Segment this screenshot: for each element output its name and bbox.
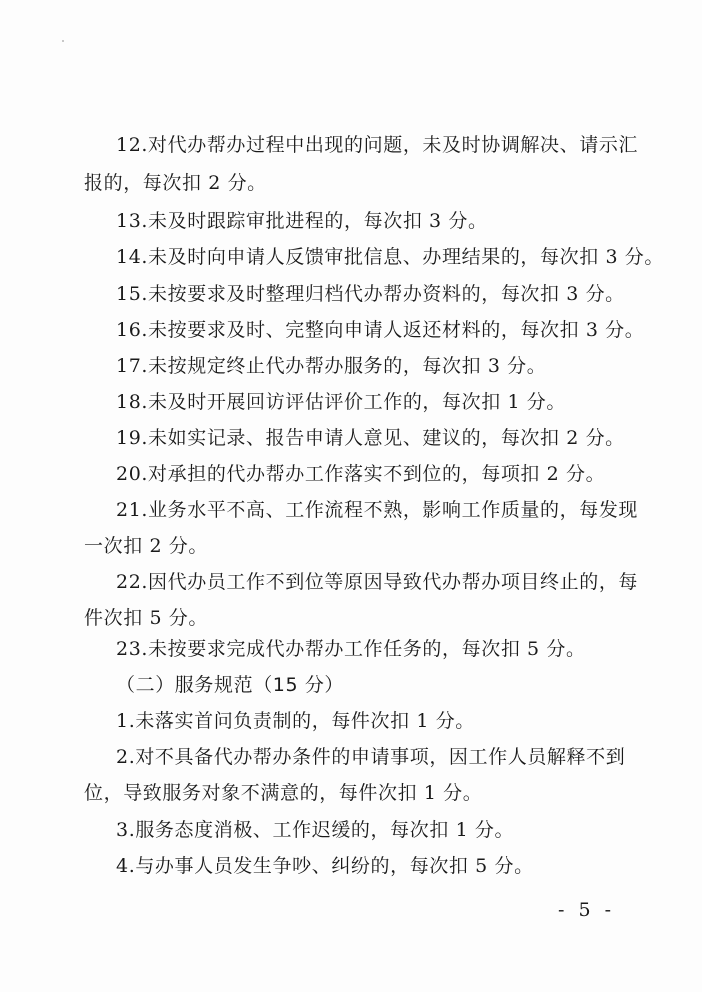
scan-speck	[62, 40, 64, 42]
page-number: - 5 -	[558, 899, 616, 921]
item-12-line-2: 报的，每次扣 2 分。	[84, 172, 267, 194]
section-item-1: 1.未落实首问负责制的，每件次扣 1 分。	[116, 710, 475, 732]
section-item-2-line-2: 位，导致服务对象不满意的，每件次扣 1 分。	[84, 782, 483, 804]
section-item-2-line-1: 2.对不具备代办帮办条件的申请事项，因工作人员解释不到	[116, 746, 626, 768]
item-21-line-2: 一次扣 2 分。	[84, 535, 208, 557]
item-16: 16.未按要求及时、完整向申请人返还材料的，每次扣 3 分。	[116, 319, 645, 341]
item-22-line-2: 件次扣 5 分。	[84, 607, 208, 629]
item-20: 20.对承担的代办帮办工作落实不到位的，每项扣 2 分。	[116, 463, 606, 485]
item-14: 14.未及时向申请人反馈审批信息、办理结果的，每次扣 3 分。	[116, 246, 664, 268]
item-15: 15.未按要求及时整理归档代办帮办资料的，每次扣 3 分。	[116, 283, 625, 305]
item-13: 13.未及时跟踪审批进程的，每次扣 3 分。	[116, 210, 488, 232]
item-22-line-1: 22.因代办员工作不到位等原因导致代办帮办项目终止的，每	[116, 571, 639, 593]
item-18: 18.未及时开展回访评估评价工作的，每次扣 1 分。	[116, 391, 566, 413]
item-12-line-1: 12.对代办帮办过程中出现的问题，未及时协调解决、请示汇	[116, 134, 639, 156]
section-heading: （二）服务规范（15 分）	[116, 674, 345, 696]
item-19: 19.未如实记录、报告申请人意见、建议的，每次扣 2 分。	[116, 427, 625, 449]
section-item-4: 4.与办事人员发生争吵、纠纷的，每次扣 5 分。	[116, 855, 534, 877]
item-23: 23.未按要求完成代办帮办工作任务的，每次扣 5 分。	[116, 638, 586, 660]
item-21-line-1: 21.业务水平不高、工作流程不熟，影响工作质量的，每发现	[116, 499, 639, 521]
section-item-3: 3.服务态度消极、工作迟缓的，每次扣 1 分。	[116, 819, 515, 841]
item-17: 17.未按规定终止代办帮办服务的，每次扣 3 分。	[116, 355, 547, 377]
